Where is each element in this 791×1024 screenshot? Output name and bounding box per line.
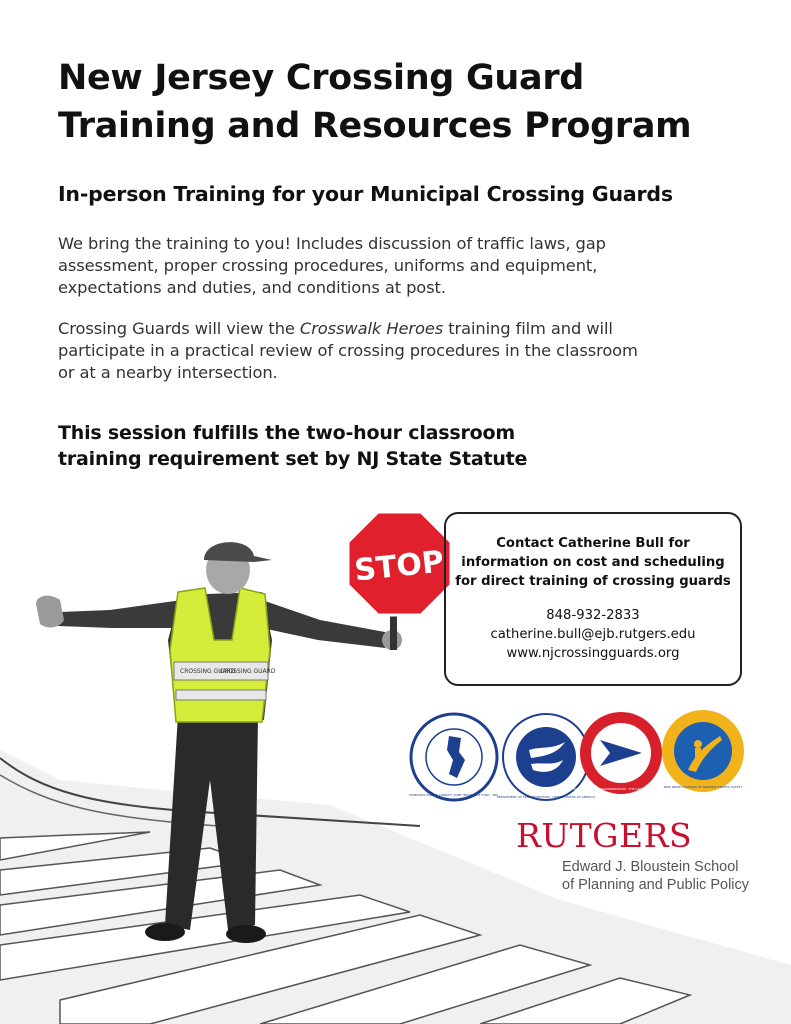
school-name-line-2: of Planning and Public Policy [562, 877, 750, 893]
contact-box [444, 512, 742, 686]
film-paragraph-start: Crossing Guards will view the [58, 319, 300, 338]
hts-seal-text: NEW JERSEY DIVISION OF HIGHWAY TRAFFIC SAFETY [663, 785, 743, 789]
vest-label-right: CROSSING GUARD [220, 668, 276, 675]
guard-left-arm [58, 600, 182, 628]
contact-heading-line-1: Contact Catherine Bull for [496, 536, 690, 551]
contact-heading [454, 534, 732, 591]
guard-cap [204, 542, 272, 562]
guard-right-arm [262, 600, 385, 648]
school-name-line-1: Edward J. Bloustein School [562, 859, 739, 875]
mel-seal-text: MUNICIPAL EXCESS LIABILITY JOINT INSURANCE FUND · MEL [409, 793, 499, 797]
hts-seal [660, 708, 746, 794]
school-name [562, 858, 762, 894]
title-line-2: Training and Resources Program [58, 106, 692, 146]
intro-paragraph: We bring the training to you! Includes discussion of traffic laws, gap assessment, proper crossing procedures, uniforms and equipment, expectations and duties, and conditions at post. [58, 234, 606, 297]
stop-sign-text: STOP [352, 544, 446, 589]
contact-email-link[interactable]: catherine.bull@ejb.rutgers.edu [490, 627, 696, 642]
guard-right-shoe [226, 925, 266, 943]
contact-heading-line-2: information on cost and scheduling [461, 555, 725, 570]
contact-phone: 848-932-2833 [546, 608, 640, 623]
rutgers-logo: RUTGERS [516, 816, 693, 855]
film-title: Crosswalk Heroes [299, 319, 444, 338]
title-line-1: New Jersey Crossing Guard [58, 58, 585, 98]
page-subtitle: In-person Training for your Municipal Crossing Guards [58, 182, 673, 206]
mel-seal [409, 712, 499, 802]
usdot-seal-text: DEPARTMENT OF TRANSPORTATION · UNITED STATES OF AMERICA [496, 795, 596, 799]
guard-left-hand [36, 596, 64, 628]
contact-heading-line-3: for direct training of crossing guards [455, 574, 731, 589]
njdot-seal-text: DEPARTMENT OF TRANSPORTATION · THE STATE OF NEW JERSEY [572, 787, 670, 791]
vest-reflective-stripe-lower [176, 690, 266, 700]
contact-website-link[interactable]: www.njcrossingguards.org [506, 646, 680, 661]
film-paragraph-end: training film and will participate in a practical review of crossing procedures in the classroom or at a nearby intersection. [58, 319, 638, 382]
njdot-seal [572, 710, 670, 796]
statute-line-2: training requirement set by NJ State Statute [58, 448, 528, 470]
vest-label-left: CROSSING GUARD [180, 668, 236, 675]
statute-line-1: This session fulfills the two-hour classroom [58, 422, 515, 444]
guard-left-shoe [145, 923, 185, 941]
